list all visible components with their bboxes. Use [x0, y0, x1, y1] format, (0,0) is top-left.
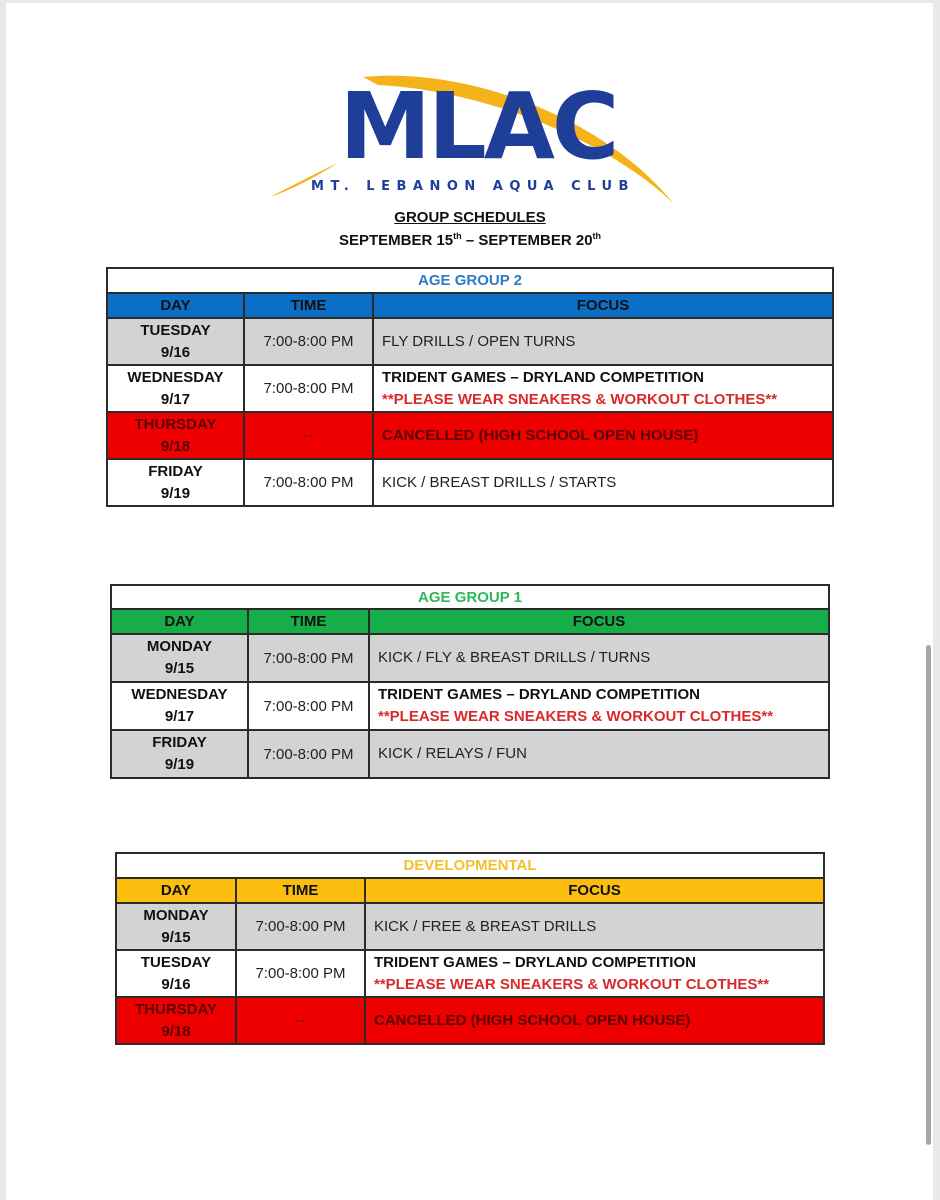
- focus-cell: KICK / FREE & BREAST DRILLS: [365, 903, 824, 950]
- day-cell: [111, 730, 248, 778]
- table-row-cancelled: [116, 997, 824, 1044]
- date-end-suffix: th: [592, 231, 602, 241]
- day-date: 9/15: [161, 928, 191, 946]
- col-header-day: DAY: [116, 878, 236, 903]
- time-cell: 7:00-8:00 PM: [244, 459, 373, 506]
- col-header-time: TIME: [236, 878, 365, 903]
- day-date: 9/16: [160, 343, 191, 361]
- day-date: 9/16: [161, 975, 191, 993]
- focus-cell: KICK / FLY & BREAST DRILLS / TURNS: [369, 634, 829, 682]
- schedule-table-age-group-2: [106, 267, 834, 507]
- day-name: TUESDAY: [140, 321, 211, 339]
- day-date: 9/15: [164, 660, 195, 677]
- time-cell: 7:00-8:00 PM: [236, 950, 365, 997]
- table-row: [116, 903, 824, 950]
- day-name: TUESDAY: [140, 953, 212, 971]
- day-name: THURSDAY: [134, 415, 217, 433]
- schedule-table-age-group-1: [110, 584, 830, 779]
- group-title: AGE GROUP 2: [107, 268, 833, 293]
- day-cell: [107, 365, 244, 412]
- focus-cell: CANCELLED (HIGH SCHOOL OPEN HOUSE): [373, 412, 833, 459]
- date-start: SEPTEMBER 15: [338, 232, 454, 249]
- group-title: AGE GROUP 1: [111, 585, 829, 609]
- table-row: [111, 730, 829, 778]
- day-cell: [107, 412, 244, 459]
- focus-text: TRIDENT GAMES – DRYLAND COMPETITION: [374, 953, 696, 971]
- time-cell: 7:00-8:00 PM: [244, 318, 373, 365]
- date-separator: –: [461, 232, 479, 249]
- col-header-focus: FOCUS: [365, 878, 824, 903]
- vertical-scrollbar[interactable]: [926, 645, 931, 1145]
- schedule-table-developmental: [115, 852, 825, 1045]
- col-header-focus: FOCUS: [373, 293, 833, 318]
- day-cell: [111, 634, 248, 682]
- date-end: SEPTEMBER 20: [478, 232, 593, 249]
- day-cell: [107, 318, 244, 365]
- day-date: 9/19: [164, 756, 195, 773]
- day-date: 9/19: [160, 484, 191, 502]
- day-cell: [116, 950, 236, 997]
- table-row: [116, 950, 824, 997]
- col-header-time: TIME: [248, 609, 369, 634]
- time-cell: 7:00-8:00 PM: [236, 903, 365, 950]
- table-row: [111, 634, 829, 682]
- mlac-logo: [268, 71, 678, 207]
- col-header-focus: FOCUS: [369, 609, 829, 634]
- time-cell: 7:00-8:00 PM: [248, 634, 369, 682]
- day-name: THURSDAY: [135, 1000, 217, 1018]
- time-cell: 7:00-8:00 PM: [248, 730, 369, 778]
- table-row: [107, 318, 833, 365]
- day-cell: [116, 903, 236, 950]
- table-row: [107, 365, 833, 412]
- day-name: WEDNESDAY: [127, 368, 224, 386]
- focus-cell: [373, 365, 833, 412]
- day-date: 9/17: [160, 390, 191, 408]
- focus-cell: KICK / BREAST DRILLS / STARTS: [373, 459, 833, 506]
- focus-cell: [369, 682, 829, 730]
- logo-wordmark: MLAC: [339, 73, 617, 180]
- time-cell: 7:00-8:00 PM: [248, 682, 369, 730]
- col-header-day: DAY: [107, 293, 244, 318]
- table-row: [107, 459, 833, 506]
- day-name: MONDAY: [143, 906, 209, 924]
- day-cell: [116, 997, 236, 1044]
- time-cell: --: [236, 997, 365, 1044]
- focus-cell: FLY DRILLS / OPEN TURNS: [373, 318, 833, 365]
- focus-cell: CANCELLED (HIGH SCHOOL OPEN HOUSE): [365, 997, 824, 1044]
- focus-text: TRIDENT GAMES – DRYLAND COMPETITION: [382, 368, 704, 386]
- time-cell: 7:00-8:00 PM: [244, 365, 373, 412]
- focus-cell: [365, 950, 824, 997]
- focus-cell: KICK / RELAYS / FUN: [369, 730, 829, 778]
- logo-subtitle: MT. LEBANON AQUA CLUB: [311, 179, 635, 194]
- col-header-day: DAY: [111, 609, 248, 634]
- focus-text: TRIDENT GAMES – DRYLAND COMPETITION: [378, 686, 700, 703]
- day-cell: [111, 682, 248, 730]
- table-row-cancelled: [107, 412, 833, 459]
- date-range: [0, 231, 940, 249]
- day-date: 9/17: [164, 708, 195, 725]
- page-title: GROUP SCHEDULES: [394, 209, 546, 226]
- day-name: MONDAY: [146, 638, 213, 655]
- date-start-suffix: th: [453, 231, 462, 241]
- focus-note: **PLEASE WEAR SNEAKERS & WORKOUT CLOTHES**: [374, 975, 770, 993]
- focus-note: **PLEASE WEAR SNEAKERS & WORKOUT CLOTHES**: [382, 390, 778, 408]
- day-name: WEDNESDAY: [131, 686, 228, 703]
- day-name: FRIDAY: [152, 734, 207, 751]
- day-date: 9/18: [161, 1022, 191, 1040]
- day-cell: [107, 459, 244, 506]
- day-name: FRIDAY: [148, 462, 203, 480]
- col-header-time: TIME: [244, 293, 373, 318]
- focus-note: **PLEASE WEAR SNEAKERS & WORKOUT CLOTHES**: [378, 708, 774, 725]
- group-title: DEVELOPMENTAL: [116, 853, 824, 878]
- table-row: [111, 682, 829, 730]
- day-date: 9/18: [160, 437, 191, 455]
- time-cell: --: [244, 412, 373, 459]
